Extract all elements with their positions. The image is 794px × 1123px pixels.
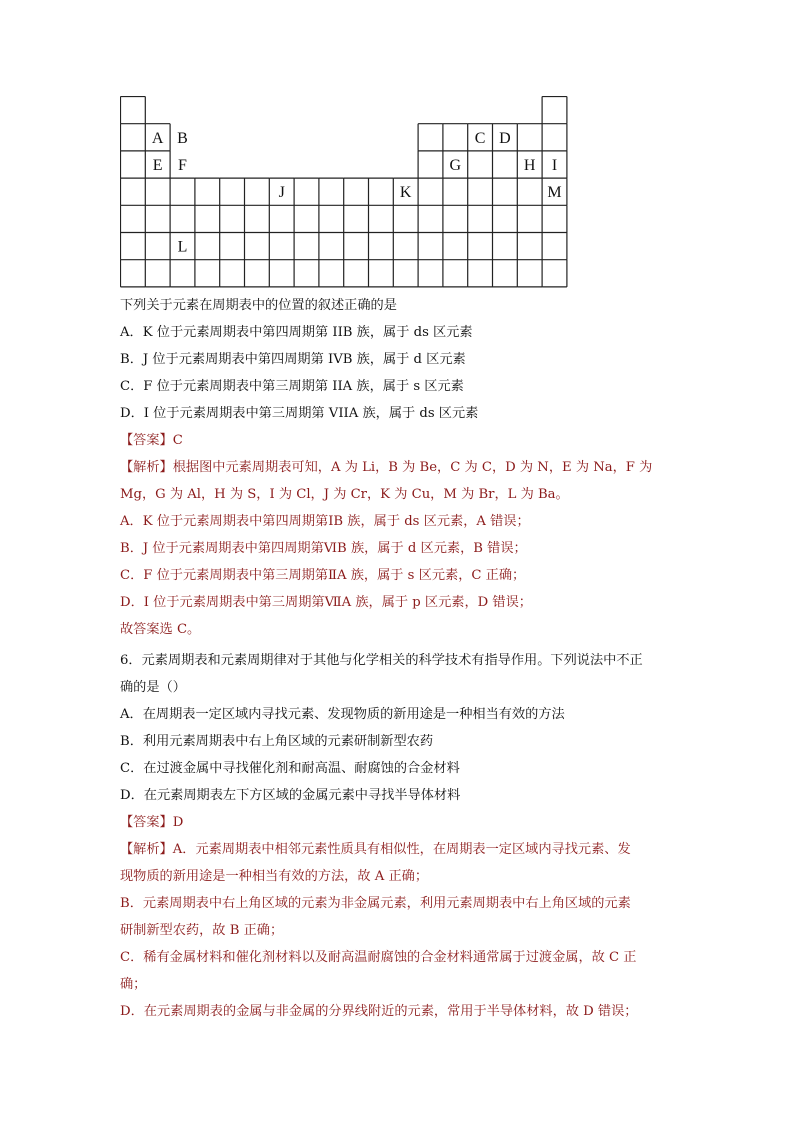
element-label-b: B (177, 129, 188, 147)
element-label-d: D (499, 129, 511, 147)
element-label-f: F (178, 157, 187, 174)
q6-analysis-line: C．稀有金属材料和催化剂材料以及耐高温耐腐蚀的合金材料通常属于过渡金属，故 C 正 (120, 950, 637, 965)
q6-answer (120, 813, 183, 833)
analysis-tag: 【解析】 (120, 460, 173, 475)
answer-tag: 【答案】 (120, 815, 173, 830)
q5-analysis-line: Mg，G 为 Al，H 为 S，I 为 Cl，J 为 Cr，K 为 Cu，M 为 Br，L 为 Ba。 (120, 487, 569, 502)
q5-option-c: C．F 位于元素周期表中第三周期第 IIA 族，属于 s 区元素 (120, 379, 464, 394)
q5-stem: 下列关于元素在周期表中的位置的叙述正确的是 (120, 298, 397, 313)
q5-analysis-line: A．K 位于元素周期表中第四周期第ⅠB 族，属于 ds 区元素，A 错误； (120, 514, 530, 529)
element-label-j: J (278, 184, 285, 202)
q6-stem: 6．元素周期表和元素周期律对于其他与化学相关的科学技术有指导作用。下列说法中不正 (120, 653, 643, 668)
element-label-g: G (449, 157, 462, 174)
q5-option-b: B．J 位于元素周期表中第四周期第 IVB 族，属于 d 区元素 (120, 352, 466, 367)
answer-tag: 【答案】 (120, 433, 173, 448)
element-label-c: C (474, 129, 486, 147)
q6-analysis-line: 确； (120, 977, 147, 992)
element-label-a: A (151, 129, 164, 147)
element-label-k: K (399, 184, 412, 202)
answer-value: D (172, 815, 184, 830)
answer-value: C (172, 433, 183, 448)
q5-analysis-line: C．F 位于元素周期表中第三周期第ⅡA 族，属于 s 区元素，C 正确； (120, 568, 526, 583)
q5-option-a: A．K 位于元素周期表中第四周期第 IIB 族，属于 ds 区元素 (120, 325, 473, 340)
q5-analysis-line: 【解析】根据图中元素周期表可知，A 为 Li，B 为 Be，C 为 C，D 为 N，E 为 Na，F 为 (120, 460, 653, 475)
q6-option-d: D．在元素周期表左下方区域的金属元素中寻找半导体材料 (120, 788, 461, 803)
q6-analysis-line: 【解析】A．元素周期表中相邻元素性质具有相似性，在周期表一定区域内寻找元素、发 (120, 842, 631, 857)
q5-answer (120, 431, 183, 451)
q5-analysis-line: B．J 位于元素周期表中第四周期第ⅥB 族，属于 d 区元素，B 错误； (120, 541, 527, 556)
periodic-table-figure (120, 96, 568, 288)
q6-analysis-line: B．元素周期表中右上角区域的元素为非金属元素，利用元素周期表中右上角区域的元素 (120, 896, 631, 911)
q5-analysis-line: 故答案选 C。 (120, 622, 201, 637)
q6-analysis-line: 研制新型农药，故 B 正确； (120, 923, 284, 938)
q6-analysis-line: D．在元素周期表的金属与非金属的分界线附近的元素，常用于半导体材料，故 D 错误； (120, 1004, 638, 1019)
element-label-l: L (177, 238, 188, 256)
element-label-e: E (152, 157, 163, 174)
q6-option-b: B．利用元素周期表中右上角区域的元素研制新型农药 (120, 734, 434, 749)
analysis-tag: 【解析】 (120, 842, 173, 857)
q6-stem: 确的是（） (120, 680, 186, 695)
q5-analysis-line: D．I 位于元素周期表中第三周期第ⅦA 族，属于 p 区元素，D 错误； (120, 595, 532, 610)
element-label-h: H (523, 157, 536, 174)
q6-analysis-line: 现物质的新用途是一种相当有效的方法，故 A 正确； (120, 869, 429, 884)
element-label-i: I (551, 157, 558, 174)
q6-option-a: A．在周期表一定区域内寻找元素、发现物质的新用途是一种相当有效的方法 (120, 707, 565, 722)
element-label-m: M (547, 184, 562, 202)
q6-option-c: C．在过渡金属中寻找催化剂和耐高温、耐腐蚀的合金材料 (120, 761, 460, 776)
q5-option-d: D．I 位于元素周期表中第三周期第 VIIA 族，属于 ds 区元素 (120, 406, 479, 421)
